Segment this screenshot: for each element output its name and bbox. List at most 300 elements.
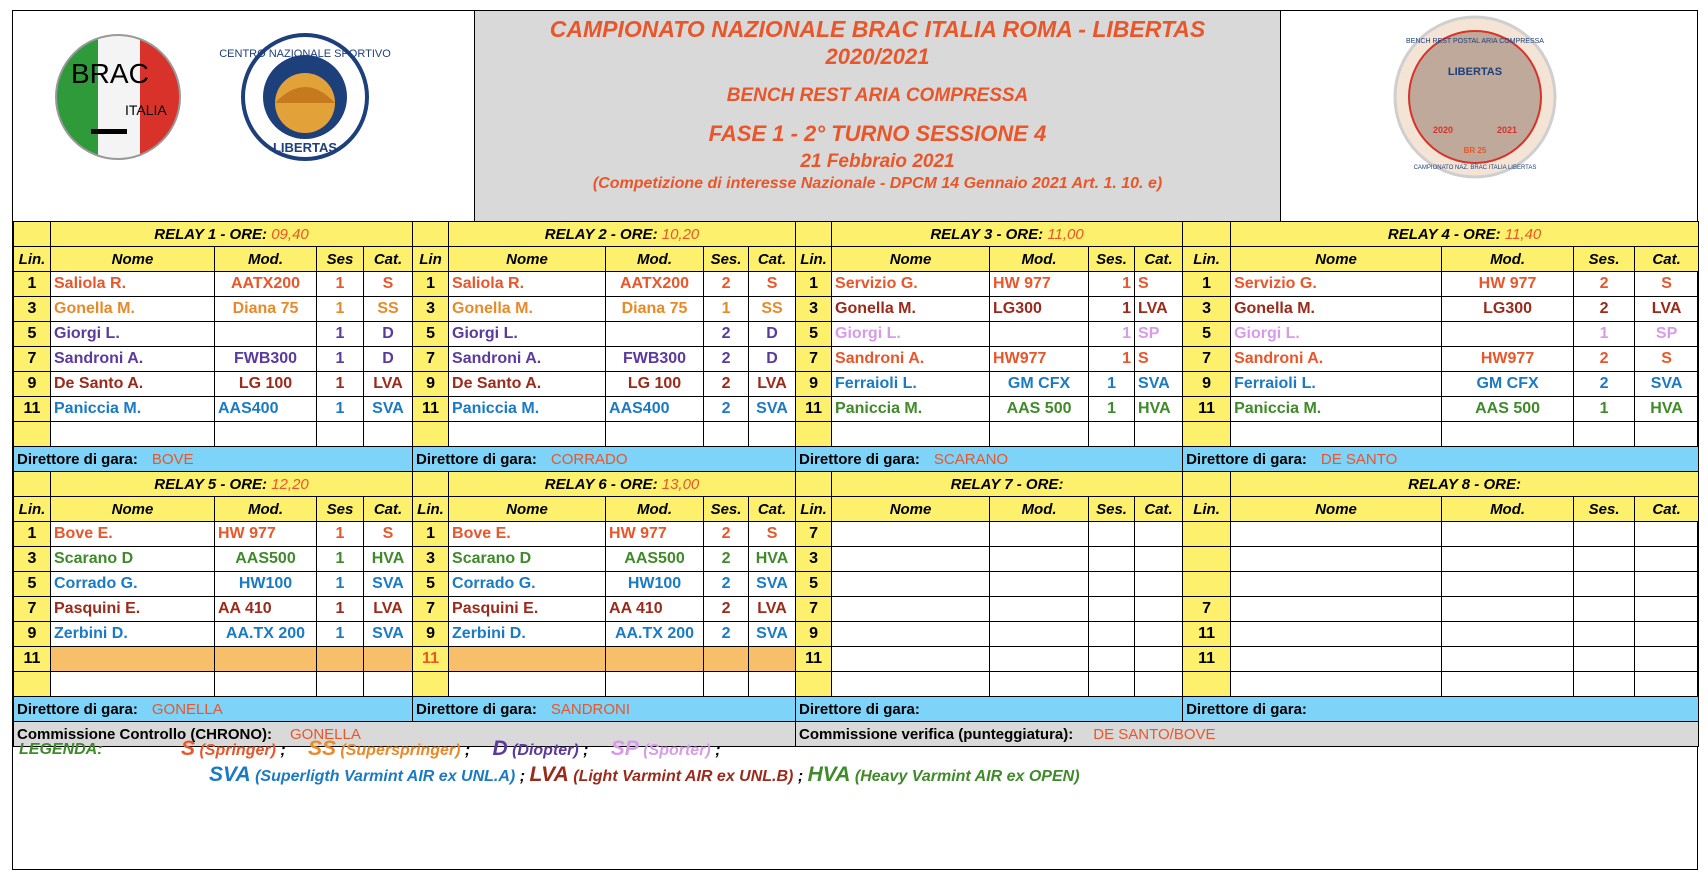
empty-cell — [1635, 572, 1699, 597]
empty-cell — [1089, 672, 1135, 697]
legend-ss-desc: (Superspringer) — [340, 742, 461, 759]
race-director — [413, 697, 796, 722]
shooter-name: Gonella M. — [449, 297, 606, 322]
lin-blank — [796, 222, 832, 247]
empty-cell — [1442, 572, 1574, 597]
shooter-name — [51, 647, 215, 672]
lane-number: 11 — [1183, 647, 1231, 672]
category: S — [1135, 347, 1183, 372]
cns-logo-text: CENTRO NAZIONALE SPORTIVO — [219, 48, 391, 60]
empty-cell — [704, 422, 749, 447]
rifle-model — [606, 322, 704, 347]
empty-cell — [990, 622, 1089, 647]
empty-cell — [364, 672, 413, 697]
rifle-model: LG300 — [990, 297, 1089, 322]
relay-time: 12,20 — [271, 475, 309, 493]
rifle-model — [606, 647, 704, 672]
lin-blank — [14, 672, 51, 697]
lane-number: 3 — [413, 297, 449, 322]
rifle-model: LG 100 — [215, 372, 317, 397]
lane-number: 7 — [1183, 347, 1231, 372]
category: D — [749, 322, 796, 347]
category — [364, 647, 413, 672]
rifle-model: HW100 — [606, 572, 704, 597]
director-row — [14, 697, 1699, 722]
col-lin: Lin. — [14, 247, 51, 272]
empty-cell — [1231, 647, 1442, 672]
lin-blank — [14, 472, 51, 497]
rifle-model: GM CFX — [1442, 372, 1574, 397]
shooter-name: Zerbini D. — [51, 622, 215, 647]
chrono-value: GONELLA — [290, 725, 361, 743]
empty-cell — [832, 647, 990, 672]
category: S — [749, 272, 796, 297]
shooter-name: Paniccia M. — [832, 397, 990, 422]
session: 2 — [704, 522, 749, 547]
lane-number: 9 — [796, 372, 832, 397]
col-lin: Lin — [413, 247, 449, 272]
rifle-model: AAS 500 — [990, 397, 1089, 422]
category: SVA — [364, 622, 413, 647]
legend-hva-desc: (Heavy Varmint AIR ex OPEN) — [854, 768, 1080, 785]
table-row — [14, 297, 1699, 322]
badge-year2: 2021 — [1496, 125, 1518, 135]
empty-cell — [990, 597, 1089, 622]
empty-cell — [1574, 672, 1635, 697]
empty-cell — [832, 572, 990, 597]
lin-blank — [14, 222, 51, 247]
lane-number: 7 — [1183, 597, 1231, 622]
lane-number: 5 — [413, 572, 449, 597]
category: S — [364, 272, 413, 297]
table-row — [14, 347, 1699, 372]
relay-header — [1231, 222, 1699, 247]
col-ses: Ses. — [704, 247, 749, 272]
legend-s-code: S — [181, 737, 196, 760]
rifle-model: HW100 — [215, 572, 317, 597]
col-nome: Nome — [1231, 247, 1442, 272]
legend-sva-desc: (Superligth Varmint AIR ex UNL.A) — [255, 768, 516, 785]
session: 1 — [1574, 322, 1635, 347]
race-director — [413, 447, 796, 472]
empty-cell — [1442, 422, 1574, 447]
column-header-row — [14, 497, 1699, 522]
lin-blank — [796, 422, 832, 447]
empty-cell — [1635, 522, 1699, 547]
session: 1 — [1574, 397, 1635, 422]
race-director — [796, 697, 1183, 722]
discipline: BENCH REST ARIA COMPRESSA — [726, 85, 1029, 106]
empty-cell — [1135, 672, 1183, 697]
empty-cell — [990, 572, 1089, 597]
rifle-model: AA 410 — [215, 597, 317, 622]
verifica-label: Commissione verifica (punteggiatura): — [799, 725, 1074, 743]
table-row — [14, 397, 1699, 422]
shooter-name: Ferraioli L. — [832, 372, 990, 397]
col-nome: Nome — [832, 247, 990, 272]
relay-header-row — [14, 222, 1699, 247]
empty-cell — [1135, 622, 1183, 647]
col-mod: Mod. — [990, 247, 1089, 272]
session: 1 — [317, 372, 364, 397]
empty-cell — [832, 622, 990, 647]
empty-cell — [1231, 622, 1442, 647]
right-logo — [1281, 11, 1699, 221]
shooter-name: Giorgi L. — [51, 322, 215, 347]
empty-cell — [990, 422, 1089, 447]
schedule-sheet — [12, 10, 1698, 870]
legend-lva-desc: (Light Varmint AIR ex UNL.B) — [573, 768, 794, 785]
col-ses: Ses. — [1089, 247, 1135, 272]
lane-number: 9 — [413, 622, 449, 647]
director-name: SCARANO — [933, 450, 1009, 468]
session: 1 — [317, 397, 364, 422]
col-ses: Ses. — [1574, 497, 1635, 522]
relay-header — [51, 472, 413, 497]
session: 1 — [704, 297, 749, 322]
session — [704, 647, 749, 672]
lane-number: 3 — [14, 547, 51, 572]
category: HVA — [1635, 397, 1699, 422]
empty-cell — [1574, 647, 1635, 672]
empty-cell — [1574, 572, 1635, 597]
relay-header — [51, 222, 413, 247]
badge-bottom-text: CAMPIONATO NAZ. BRAC ITALIA LIBERTAS — [1413, 165, 1537, 171]
category: SVA — [364, 397, 413, 422]
category: HVA — [1135, 397, 1183, 422]
empty-cell — [606, 672, 704, 697]
lane-number: 11 — [1183, 622, 1231, 647]
category: LVA — [1635, 297, 1699, 322]
director-label: Direttore di gara: — [17, 700, 138, 718]
brac-italia-text: ITALIA — [125, 102, 167, 118]
category: D — [364, 322, 413, 347]
session: 2 — [1574, 297, 1635, 322]
col-nome: Nome — [51, 247, 215, 272]
relay-header — [832, 222, 1183, 247]
lane-number — [1183, 547, 1231, 572]
col-cat: Cat. — [364, 247, 413, 272]
rifle-model: FWB300 — [215, 347, 317, 372]
empty-cell — [1442, 622, 1574, 647]
event-date: 21 Febbraio 2021 — [800, 151, 955, 172]
session: 1 — [317, 322, 364, 347]
director-name: BOVE — [151, 450, 194, 468]
relay-label: RELAY 5 - ORE: — [154, 475, 268, 493]
category: LVA — [364, 372, 413, 397]
empty-cell — [1135, 522, 1183, 547]
col-cat: Cat. — [1635, 247, 1699, 272]
legend-sep: ; — [519, 768, 526, 785]
empty-cell — [704, 672, 749, 697]
lane-number — [1183, 572, 1231, 597]
col-ses: Ses — [317, 247, 364, 272]
lane-number: 1 — [14, 272, 51, 297]
empty-cell — [1089, 522, 1135, 547]
session: 1 — [317, 272, 364, 297]
empty-cell — [1574, 547, 1635, 572]
legend-lva-code: LVA — [529, 763, 569, 786]
rifle-model: LG300 — [1442, 297, 1574, 322]
lane-number: 3 — [796, 297, 832, 322]
director-name: SANDRONI — [550, 700, 631, 718]
col-cat: Cat. — [749, 247, 796, 272]
category: S — [1635, 272, 1699, 297]
session: 1 — [1089, 272, 1135, 297]
lane-number — [1183, 522, 1231, 547]
legend-s-desc: (Springer) — [199, 742, 276, 759]
rifle-model — [1442, 322, 1574, 347]
relay-label: RELAY 3 - ORE: — [930, 225, 1044, 243]
rifle-model: AATX200 — [606, 272, 704, 297]
lane-number: 3 — [14, 297, 51, 322]
race-director — [1183, 447, 1699, 472]
category: SP — [1135, 322, 1183, 347]
lane-number: 1 — [413, 272, 449, 297]
relay-header — [832, 472, 1183, 497]
race-director — [796, 447, 1183, 472]
shooter-name: Pasquini E. — [51, 597, 215, 622]
table-row — [14, 597, 1699, 622]
legend-ss-code: SS — [307, 737, 336, 760]
session: 2 — [704, 622, 749, 647]
phase: FASE 1 - 2° TURNO SESSIONE 4 — [708, 121, 1047, 146]
shooter-name: Scarano D — [51, 547, 215, 572]
empty-cell — [1635, 672, 1699, 697]
empty-cell — [832, 672, 990, 697]
rifle-model: HW 977 — [990, 272, 1089, 297]
lin-blank — [413, 472, 449, 497]
lane-number: 11 — [413, 397, 449, 422]
director-label: Direttore di gara: — [17, 450, 138, 468]
blank-row — [14, 422, 1699, 447]
empty-cell — [1635, 622, 1699, 647]
lane-number: 3 — [796, 547, 832, 572]
empty-cell — [317, 672, 364, 697]
rifle-model: AA.TX 200 — [606, 622, 704, 647]
director-label: Direttore di gara: — [1186, 700, 1307, 718]
legend-hva-code: HVA — [807, 763, 851, 786]
session: 1 — [1089, 297, 1135, 322]
lane-number: 7 — [796, 347, 832, 372]
col-ses: Ses — [317, 497, 364, 522]
empty-cell — [1635, 422, 1699, 447]
rifle-model: HW977 — [990, 347, 1089, 372]
category: S — [364, 522, 413, 547]
col-nome: Nome — [51, 497, 215, 522]
col-ses: Ses. — [704, 497, 749, 522]
empty-cell — [1089, 547, 1135, 572]
empty-cell — [215, 422, 317, 447]
shooter-name: Giorgi L. — [449, 322, 606, 347]
relay-time: 13,00 — [661, 475, 700, 493]
relay-label: RELAY 7 - ORE: — [950, 475, 1064, 493]
shooter-name: Bove E. — [449, 522, 606, 547]
col-lin: Lin. — [796, 497, 832, 522]
session: 2 — [704, 572, 749, 597]
empty-cell — [832, 522, 990, 547]
cns-logo-bottom: LIBERTAS — [272, 140, 338, 155]
lin-blank — [14, 422, 51, 447]
col-mod: Mod. — [1442, 247, 1574, 272]
empty-cell — [1442, 647, 1574, 672]
lane-number: 5 — [413, 322, 449, 347]
libertas-badge-logo — [1281, 11, 1699, 221]
col-lin: Lin. — [413, 497, 449, 522]
race-director — [14, 697, 413, 722]
badge-code: BR 25 — [1463, 146, 1487, 155]
relay-label: RELAY 2 - ORE: — [544, 225, 658, 243]
lane-number: 11 — [1183, 397, 1231, 422]
legend-sep: ; — [797, 768, 804, 785]
session: 2 — [704, 272, 749, 297]
col-mod: Mod. — [215, 497, 317, 522]
lane-number: 11 — [14, 397, 51, 422]
lin-blank — [413, 672, 449, 697]
shooter-name: Ferraioli L. — [1231, 372, 1442, 397]
lane-number: 5 — [796, 322, 832, 347]
badge-libertas: LIBERTAS — [1447, 66, 1503, 78]
empty-cell — [1442, 522, 1574, 547]
legend-sep: ; — [583, 742, 589, 759]
lane-number: 9 — [14, 622, 51, 647]
empty-cell — [1231, 597, 1442, 622]
table-row — [14, 647, 1699, 672]
rifle-model: FWB300 — [606, 347, 704, 372]
shooter-name: Corrado G. — [51, 572, 215, 597]
session: 2 — [1574, 272, 1635, 297]
lane-number: 1 — [796, 272, 832, 297]
legend-d-code: D — [492, 737, 508, 760]
col-ses: Ses. — [1574, 247, 1635, 272]
rifle-model: HW 977 — [215, 522, 317, 547]
category: SVA — [749, 572, 796, 597]
lane-number: 7 — [413, 597, 449, 622]
relay-grid — [13, 221, 1699, 747]
shooter-name: Gonella M. — [51, 297, 215, 322]
event-note: (Competizione di interesse Nazionale - DPCM 14 Gennaio 2021 Art. 1. 10. e) — [592, 175, 1163, 192]
session: 1 — [317, 347, 364, 372]
lin-blank — [1183, 222, 1231, 247]
session: 1 — [317, 297, 364, 322]
session: 1 — [317, 622, 364, 647]
rifle-model: HW 977 — [606, 522, 704, 547]
shooter-name: Saliola R. — [51, 272, 215, 297]
rifle-model: AAS400 — [215, 397, 317, 422]
lin-blank — [796, 672, 832, 697]
empty-cell — [832, 422, 990, 447]
category: HVA — [749, 547, 796, 572]
relay-label: RELAY 4 - ORE: — [1387, 225, 1501, 243]
shooter-name: Scarano D — [449, 547, 606, 572]
empty-cell — [317, 422, 364, 447]
empty-cell — [990, 647, 1089, 672]
col-cat: Cat. — [749, 497, 796, 522]
session: 2 — [1574, 372, 1635, 397]
empty-cell — [1574, 522, 1635, 547]
director-label: Direttore di gara: — [416, 450, 537, 468]
category — [749, 647, 796, 672]
col-nome: Nome — [832, 497, 990, 522]
relay-time: 11,40 — [1504, 225, 1542, 243]
category: LVA — [749, 372, 796, 397]
table-row — [14, 272, 1699, 297]
session: 1 — [317, 522, 364, 547]
empty-cell — [449, 672, 606, 697]
category: D — [749, 347, 796, 372]
relay-time: 11,00 — [1047, 225, 1084, 243]
shooter-name: Giorgi L. — [1231, 322, 1442, 347]
col-nome: Nome — [449, 497, 606, 522]
col-ses: Ses. — [1089, 497, 1135, 522]
rifle-model: HW977 — [1442, 347, 1574, 372]
race-director — [14, 447, 413, 472]
lane-number: 5 — [796, 572, 832, 597]
lane-number: 5 — [14, 322, 51, 347]
empty-cell — [1135, 572, 1183, 597]
lane-number: 5 — [14, 572, 51, 597]
col-lin: Lin. — [796, 247, 832, 272]
table-row — [14, 322, 1699, 347]
lane-number: 3 — [1183, 297, 1231, 322]
relay-header-row — [14, 472, 1699, 497]
empty-cell — [749, 422, 796, 447]
empty-cell — [1231, 422, 1442, 447]
brac-italia-logo — [13, 11, 475, 221]
relay-header — [1231, 472, 1699, 497]
race-director — [1183, 697, 1699, 722]
lane-number: 1 — [14, 522, 51, 547]
session: 1 — [1089, 322, 1135, 347]
relay-header — [449, 222, 796, 247]
session: 1 — [1089, 397, 1135, 422]
shooter-name: Paniccia M. — [449, 397, 606, 422]
rifle-model: Diana 75 — [606, 297, 704, 322]
shooter-name: Giorgi L. — [832, 322, 990, 347]
verification-commission — [796, 722, 1699, 747]
director-label: Direttore di gara: — [799, 450, 920, 468]
rifle-model — [215, 322, 317, 347]
empty-cell — [832, 547, 990, 572]
empty-cell — [51, 422, 215, 447]
left-logos — [13, 11, 475, 221]
lin-blank — [796, 472, 832, 497]
season: 2020/2021 — [825, 44, 930, 69]
empty-cell — [749, 672, 796, 697]
legend-d-desc: (Diopter) — [512, 742, 579, 759]
shooter-name — [449, 647, 606, 672]
shooter-name: Gonella M. — [832, 297, 990, 322]
category: S — [1635, 347, 1699, 372]
table-row — [14, 572, 1699, 597]
empty-cell — [1635, 547, 1699, 572]
rifle-model: AAS500 — [606, 547, 704, 572]
legend-sp-desc: (Sporter) — [643, 742, 711, 759]
empty-cell — [990, 672, 1089, 697]
director-name: CORRADO — [550, 450, 628, 468]
col-lin: Lin. — [1183, 247, 1231, 272]
category: D — [364, 347, 413, 372]
empty-cell — [1442, 597, 1574, 622]
empty-cell — [1089, 422, 1135, 447]
director-row — [14, 447, 1699, 472]
lane-number: 9 — [796, 622, 832, 647]
shooter-name: De Santo A. — [51, 372, 215, 397]
shooter-name: Sandroni A. — [1231, 347, 1442, 372]
rifle-model: AAS500 — [215, 547, 317, 572]
empty-cell — [1574, 622, 1635, 647]
category: SP — [1635, 322, 1699, 347]
